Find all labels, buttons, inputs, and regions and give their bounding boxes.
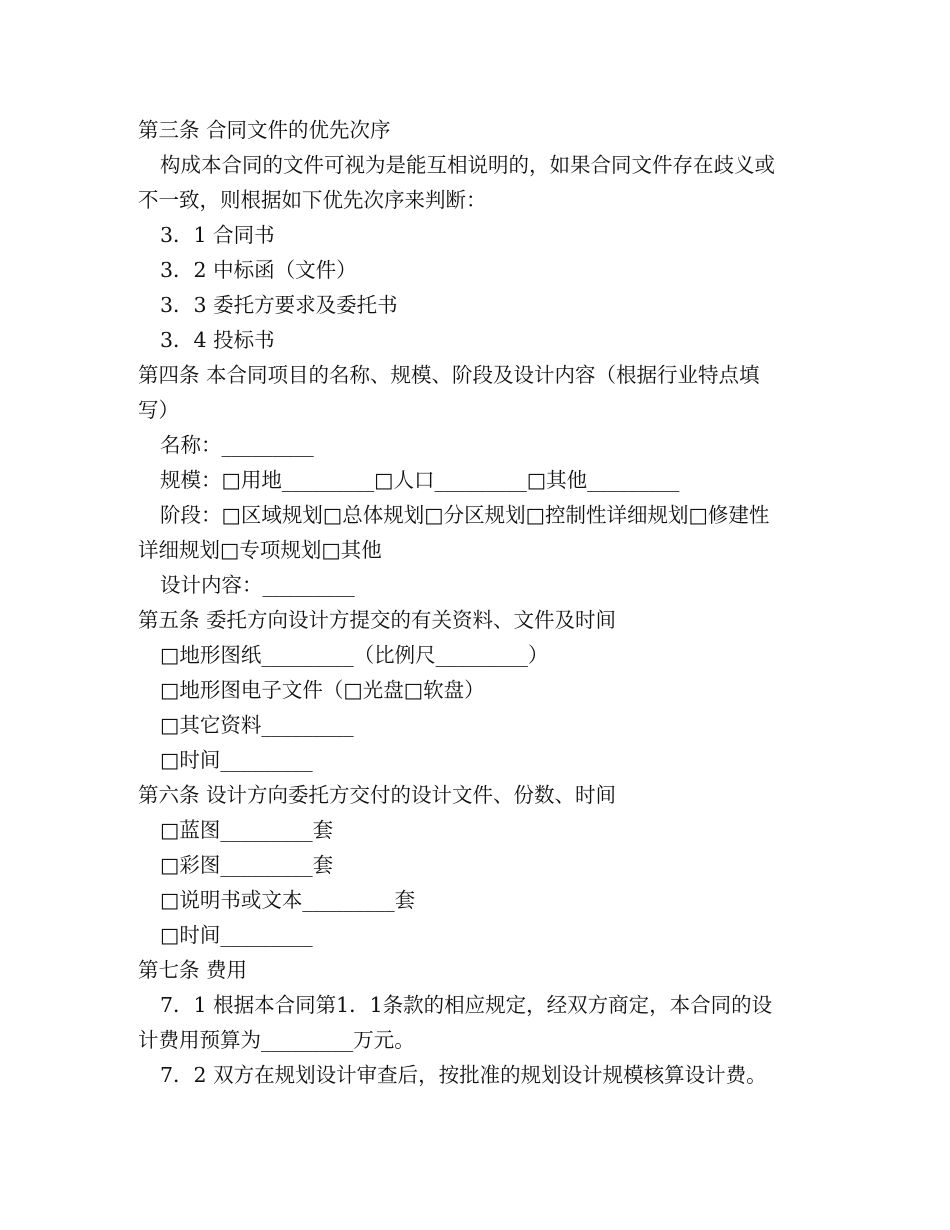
document-line: □时间_________ xyxy=(160,923,313,947)
document-line: □蓝图_________套 xyxy=(160,818,334,842)
document-page xyxy=(138,113,818,1093)
document-line: □时间_________ xyxy=(160,748,313,772)
document-line: 3．1 合同书 xyxy=(160,223,275,247)
document-line: 计费用预算为_________万元。 xyxy=(138,1028,415,1052)
document-line: 规模：□用地_________□人口_________□其他_________ xyxy=(160,468,680,492)
document-line: 名称：_________ xyxy=(160,433,314,457)
document-line: 3．2 中标函（文件） xyxy=(160,258,357,282)
document-line: 3．3 委托方要求及委托书 xyxy=(160,293,398,317)
document-line: □地形图电子文件（□光盘□软盘） xyxy=(160,678,485,702)
document-line: 第三条 合同文件的优先次序 xyxy=(138,118,391,142)
document-line: 设计内容：_________ xyxy=(160,573,355,597)
document-line: 第六条 设计方向委托方交付的设计文件、份数、时间 xyxy=(138,783,617,807)
document-line: □彩图_________套 xyxy=(160,853,334,877)
document-line: □其它资料_________ xyxy=(160,713,354,737)
document-line: 详细规划□专项规划□其他 xyxy=(138,538,382,562)
document-line: 第四条 本合同项目的名称、规模、阶段及设计内容（根据行业特点填 xyxy=(138,363,760,387)
document-line: □说明书或文本_________套 xyxy=(160,888,416,912)
document-line: □地形图纸_________（比例尺_________） xyxy=(160,643,549,667)
document-line: 不一致，则根据如下优先次序来判断： xyxy=(138,188,487,212)
document-line: 第五条 委托方向设计方提交的有关资料、文件及时间 xyxy=(138,608,617,632)
document-line: 7．2 双方在规划设计审查后，按批准的规划设计规模核算设计费。 xyxy=(160,1063,767,1087)
document-line: 3．4 投标书 xyxy=(160,328,275,352)
document-line: 写） xyxy=(138,398,179,422)
document-line: 第七条 费用 xyxy=(138,958,248,982)
document-line: 阶段：□区域规划□总体规划□分区规划□控制性详细规划□修建性 xyxy=(160,503,770,527)
document-line: 构成本合同的文件可视为是能互相说明的，如果合同文件存在歧义或 xyxy=(160,153,775,177)
document-line: 7．1 根据本合同第1．1条款的相应规定，经双方商定，本合同的设 xyxy=(160,993,773,1017)
